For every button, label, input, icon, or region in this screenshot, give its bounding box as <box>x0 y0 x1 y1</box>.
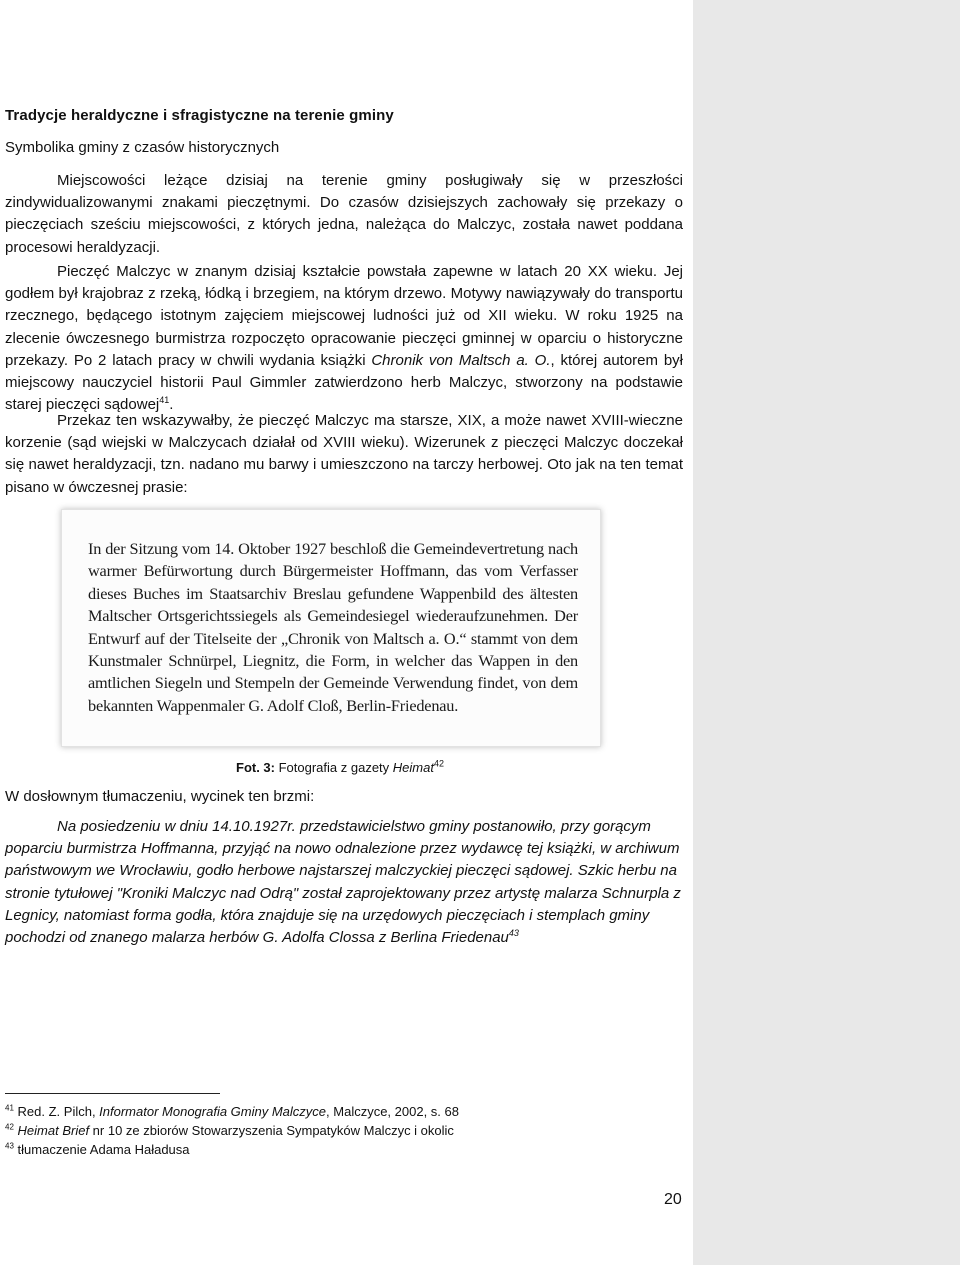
section-title: Tradycje heraldyczne i sfragistyczne na terenie gminy <box>5 107 394 124</box>
paragraph-2-end: , której autorem był miejscowy nauczyciel historii Paul Gimmler zatwierdzono herb Malczyc, stworzony na podstawie starej pieczęci sądowej <box>5 351 683 414</box>
clipping-text: In der Sitzung vom 14. Oktober 1927 beschloß die Gemeindevertretung nach warmer Befürwortung durch Bürgermeister Hoffmann, das vom Verfasser dieses Buches im Staatsarchiv Breslau gefundene Wappenbild des ältesten Maltscher Ortsgerichtssiegels als Gemeindesiegel wiederaufzunehmen. Der Entwurf auf der Titelseite der „Chronik von Maltsch a. O.“ stammt von dem Kunstmaler Schnürpel, Liegnitz, die Form, in welcher das Wappen in den amtlichen Siegeln und Stempeln der Gemeinde Verwendung findet, von dem bekannten Wappenmaler G. Adolf Cloß, Berlin-Friedenau. <box>88 539 578 715</box>
paragraph-2-text: Pieczęć Malczyc w znanym dzisiaj kształcie powstała zapewne w latach 20 XX wieku. Jej godłem był krajobraz z rzeką, łódką i brzegiem, na którym drzewo. Motywy nawiązywały do transportu rzecznego, będącego istotnym zajęciem miejscowej ludności już od XII wieku. W roku 1925 na zlecenie ówczesnego burmistrza rozpoczęto opracowanie pieczęci gminnej w oparciu o historyczne przekazy. Po 2 latach pracy w chwili wydania książki <box>5 263 683 369</box>
caption-source: Heimat <box>392 760 434 775</box>
paragraph-2 <box>5 261 683 416</box>
caption-text: Fotografia z gazety <box>275 760 393 775</box>
footnote-number: 43 <box>5 1141 14 1151</box>
quote-text: Na posiedzeniu w dniu 14.10.1927r. przedstawicielstwo gminy postanowiło, przy gorącym poparciu burmistrza Hoffmanna, przyjąć na nowo odnalezione przez wydawcę tej książki, w archiwum państwowym we Wrocławiu, godło herbowe najstarszej malczyckiej pieczęci sądowej. Szkic herbu na stronie tytułowej "Kroniki Malczyc nad Odrą" został zaprojektowany przez artystę malarza Schnurpla z Legnicy, natomiast forma godła, która znajduje się na urzędowych pieczęciach i stemplach gminy pochodzi od znanego malarza herbów G. Adolfa Clossa z Berlina Friedenau <box>5 818 681 947</box>
footnotes <box>5 1102 459 1159</box>
paragraph-1: Miejscowości leżące dzisiaj na terenie gminy posługiwały się w przeszłości zindywidualizowanymi znakami pieczętnymi. Do czasów dzisiejszych zachowały się przekazy o pieczęciach sześciu miejscowości, z których jedna, należąca do Malczyc, została nawet poddana procesowi heraldyzacji. <box>5 172 683 256</box>
footnote-42 <box>5 1121 459 1140</box>
paragraph-3: Przekaz ten wskazywałby, że pieczęć Malczyc ma starsze, XIX, a może nawet XVIII-wieczne korzenie (sąd wiejski w Malczycach działał od XVIII wieku). Wizerunek z pieczęci Malczyc doczekał się nawet heraldyzacji, tzn. nadano mu barwy i umieszczono na tarczy herbowej. Oto jak na ten temat pisano w ówczesnej prasie: <box>5 412 683 496</box>
footnote-number: 42 <box>5 1122 14 1132</box>
paragraph-2-tail: . <box>169 396 174 414</box>
footnote-text: tłumaczenie Adama Haładusa <box>17 1142 190 1157</box>
footnote-ref-41[interactable]: 41 <box>159 395 170 406</box>
footnote-divider <box>5 1093 220 1094</box>
footnote-text: nr 10 ze zbiorów Stowarzyszenia Sympatyków Malczyc i okolic <box>89 1123 454 1138</box>
footnote-ref-42[interactable]: 42 <box>433 758 444 769</box>
translation-intro: W dosłownym tłumaczeniu, wycinek ten brzmi: <box>5 788 315 805</box>
footnote-title: Heimat Brief <box>17 1123 90 1138</box>
comment-sidebar <box>693 0 960 1265</box>
footnote-ref-43[interactable]: 43 <box>508 928 519 939</box>
footnote-41 <box>5 1102 459 1121</box>
caption-label: Fot. 3: <box>236 760 275 775</box>
book-title: Chronik von Maltsch a. O. <box>371 351 551 369</box>
footnote-text: Red. Z. Pilch, <box>17 1104 100 1119</box>
footnote-title: Informator Monografia Gminy Malczyce <box>99 1104 327 1119</box>
page-number: 20 <box>664 1191 682 1208</box>
newspaper-clipping-image <box>61 509 601 747</box>
footnote-number: 41 <box>5 1103 14 1113</box>
footnote-text: , Malczyce, 2002, s. 68 <box>326 1104 459 1119</box>
section-subtitle: Symbolika gminy z czasów historycznych <box>5 139 280 156</box>
footnote-43 <box>5 1140 459 1159</box>
translation-quote <box>5 816 685 949</box>
photo-caption <box>236 760 444 775</box>
